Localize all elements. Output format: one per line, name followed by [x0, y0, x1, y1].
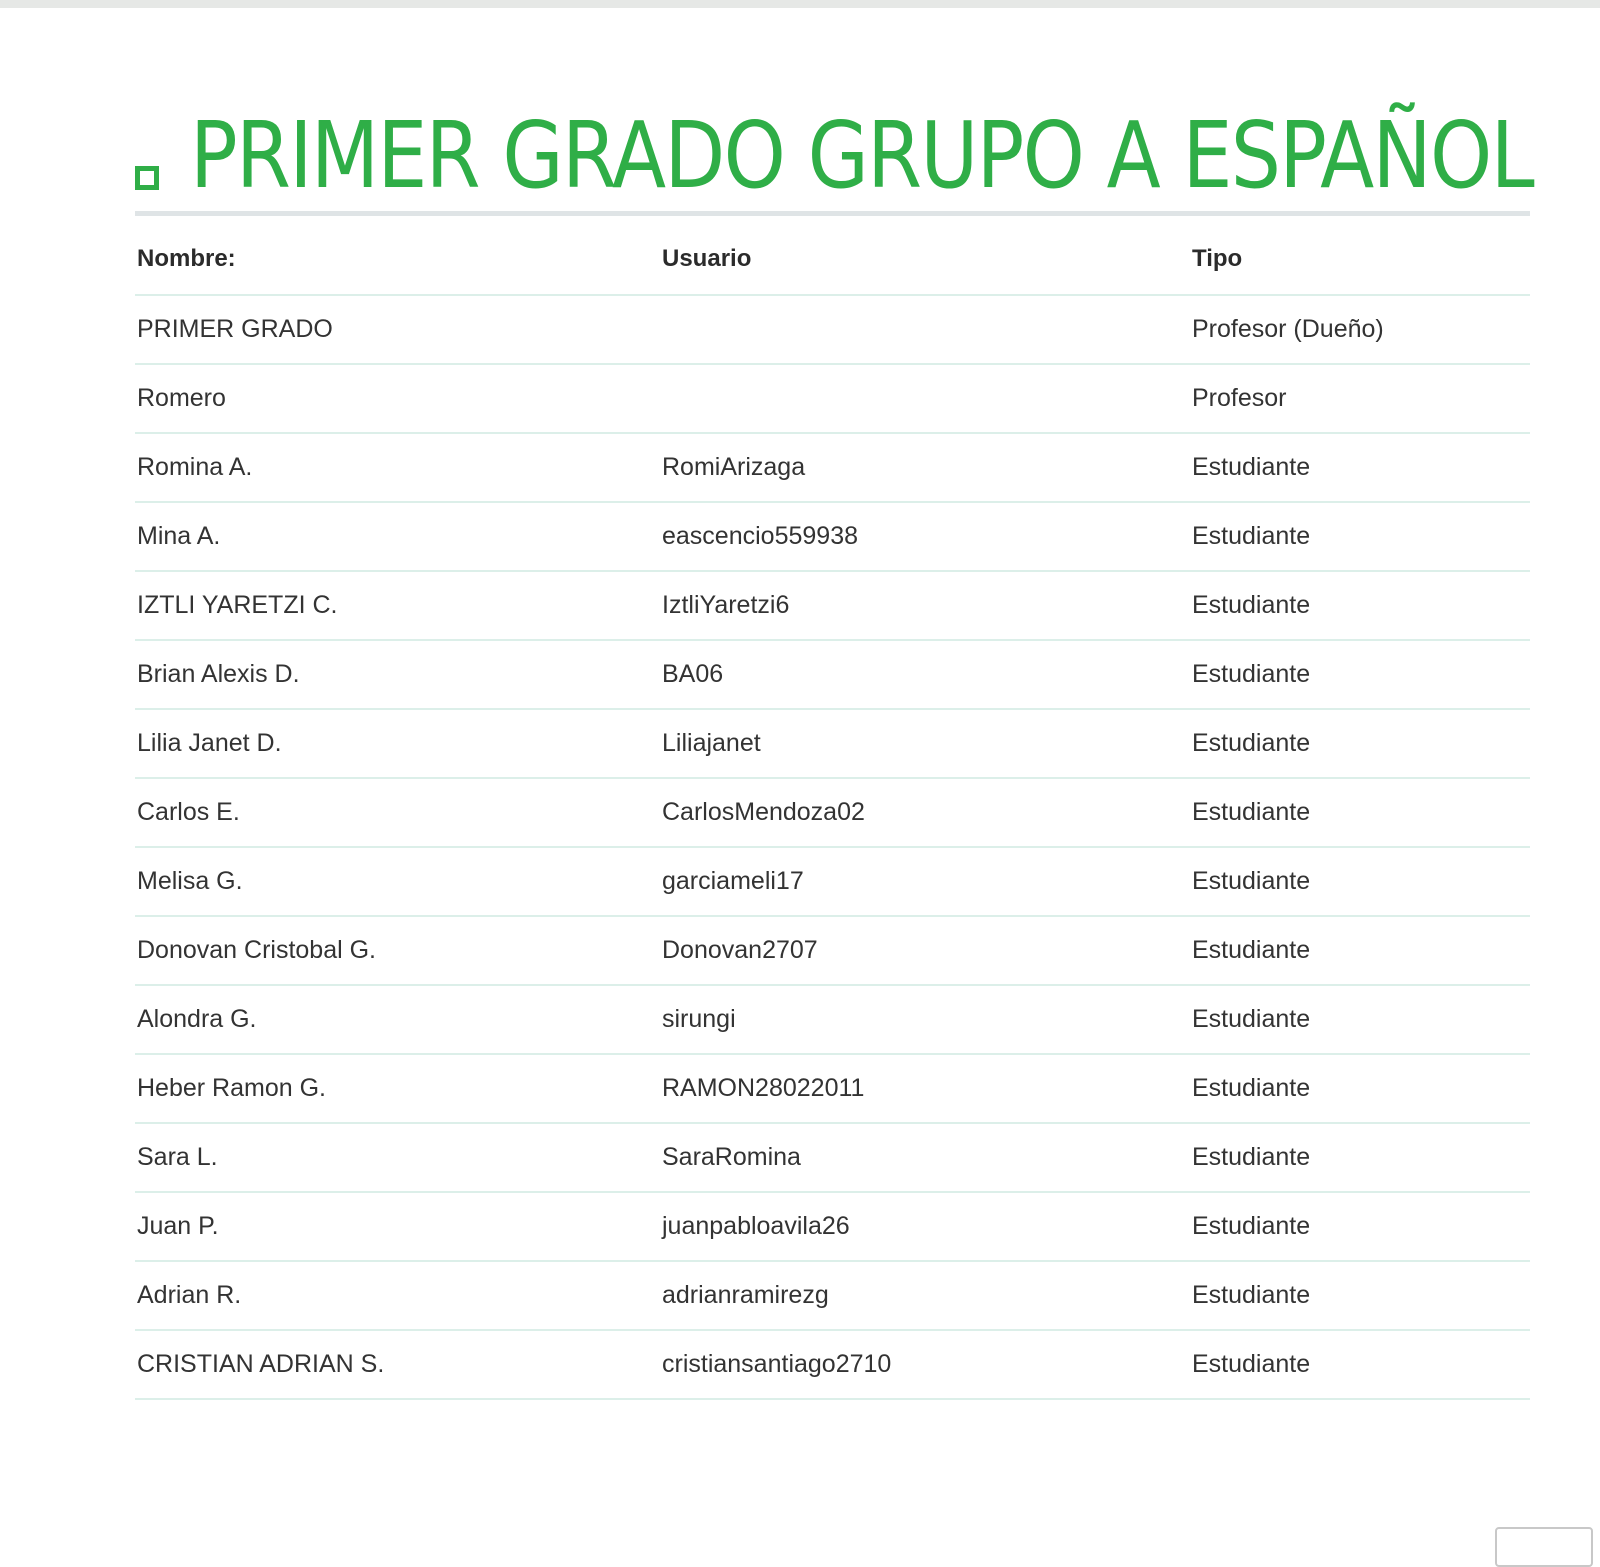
cell-type: Estudiante — [1190, 847, 1530, 916]
page-header — [135, 100, 1533, 216]
table-row — [135, 1192, 1530, 1261]
cell-type: Profesor (Dueño) — [1190, 295, 1530, 364]
cell-type: Estudiante — [1190, 916, 1530, 985]
table-row — [135, 295, 1530, 364]
page-title: PRIMER GRADO GRUPO A ESPAÑOL — [190, 102, 1533, 209]
cell-user — [660, 295, 1190, 364]
table-row — [135, 640, 1530, 709]
table-row — [135, 1054, 1530, 1123]
cell-user: Liliajanet — [660, 709, 1190, 778]
cell-type: Estudiante — [1190, 571, 1530, 640]
cell-type: Estudiante — [1190, 1123, 1530, 1192]
cell-user: RomiArizaga — [660, 433, 1190, 502]
cell-user: IztliYaretzi6 — [660, 571, 1190, 640]
cell-name: Melisa G. — [135, 847, 660, 916]
table-row — [135, 985, 1530, 1054]
cell-name: Donovan Cristobal G. — [135, 916, 660, 985]
cell-name: Carlos E. — [135, 778, 660, 847]
column-header-type: Tipo — [1190, 224, 1530, 295]
table-row — [135, 433, 1530, 502]
cell-name: IZTLI YARETZI C. — [135, 571, 660, 640]
table-row — [135, 778, 1530, 847]
corner-widget-button[interactable] — [1495, 1527, 1593, 1567]
cell-type: Estudiante — [1190, 778, 1530, 847]
cell-user: CarlosMendoza02 — [660, 778, 1190, 847]
cell-type: Estudiante — [1190, 640, 1530, 709]
cell-user: Donovan2707 — [660, 916, 1190, 985]
cell-name: Mina A. — [135, 502, 660, 571]
table-row — [135, 847, 1530, 916]
cell-type: Estudiante — [1190, 433, 1530, 502]
cell-name: Alondra G. — [135, 985, 660, 1054]
cell-name: Juan P. — [135, 1192, 660, 1261]
table-row — [135, 364, 1530, 433]
cell-user: BA06 — [660, 640, 1190, 709]
column-header-user: Usuario — [660, 224, 1190, 295]
cell-type: Estudiante — [1190, 1054, 1530, 1123]
table-row — [135, 709, 1530, 778]
title-divider — [135, 211, 1530, 216]
table-header-row — [135, 224, 1530, 295]
square-outline-icon — [135, 166, 159, 190]
cell-type: Estudiante — [1190, 985, 1530, 1054]
cell-user: cristiansantiago2710 — [660, 1330, 1190, 1399]
cell-type: Estudiante — [1190, 502, 1530, 571]
table-row — [135, 571, 1530, 640]
column-header-name: Nombre: — [135, 224, 660, 295]
table-row — [135, 1330, 1530, 1399]
table-row — [135, 502, 1530, 571]
cell-user: SaraRomina — [660, 1123, 1190, 1192]
cell-user: adrianramirezg — [660, 1261, 1190, 1330]
table-row — [135, 1123, 1530, 1192]
members-table — [135, 224, 1530, 1400]
cell-type: Profesor — [1190, 364, 1530, 433]
cell-user: eascencio559938 — [660, 502, 1190, 571]
cell-type: Estudiante — [1190, 1261, 1530, 1330]
cell-name: Romina A. — [135, 433, 660, 502]
cell-name: Heber Ramon G. — [135, 1054, 660, 1123]
cell-user — [660, 364, 1190, 433]
cell-type: Estudiante — [1190, 1192, 1530, 1261]
cell-user: sirungi — [660, 985, 1190, 1054]
cell-type: Estudiante — [1190, 1330, 1530, 1399]
cell-user: RAMON28022011 — [660, 1054, 1190, 1123]
top-strip — [0, 0, 1600, 8]
table-row — [135, 916, 1530, 985]
cell-name: Lilia Janet D. — [135, 709, 660, 778]
cell-name: PRIMER GRADO — [135, 295, 660, 364]
cell-name: Sara L. — [135, 1123, 660, 1192]
cell-name: Adrian R. — [135, 1261, 660, 1330]
cell-user: juanpabloavila26 — [660, 1192, 1190, 1261]
cell-name: CRISTIAN ADRIAN S. — [135, 1330, 660, 1399]
cell-type: Estudiante — [1190, 709, 1530, 778]
cell-user: garciameli17 — [660, 847, 1190, 916]
table-row — [135, 1261, 1530, 1330]
cell-name: Romero — [135, 364, 660, 433]
cell-name: Brian Alexis D. — [135, 640, 660, 709]
